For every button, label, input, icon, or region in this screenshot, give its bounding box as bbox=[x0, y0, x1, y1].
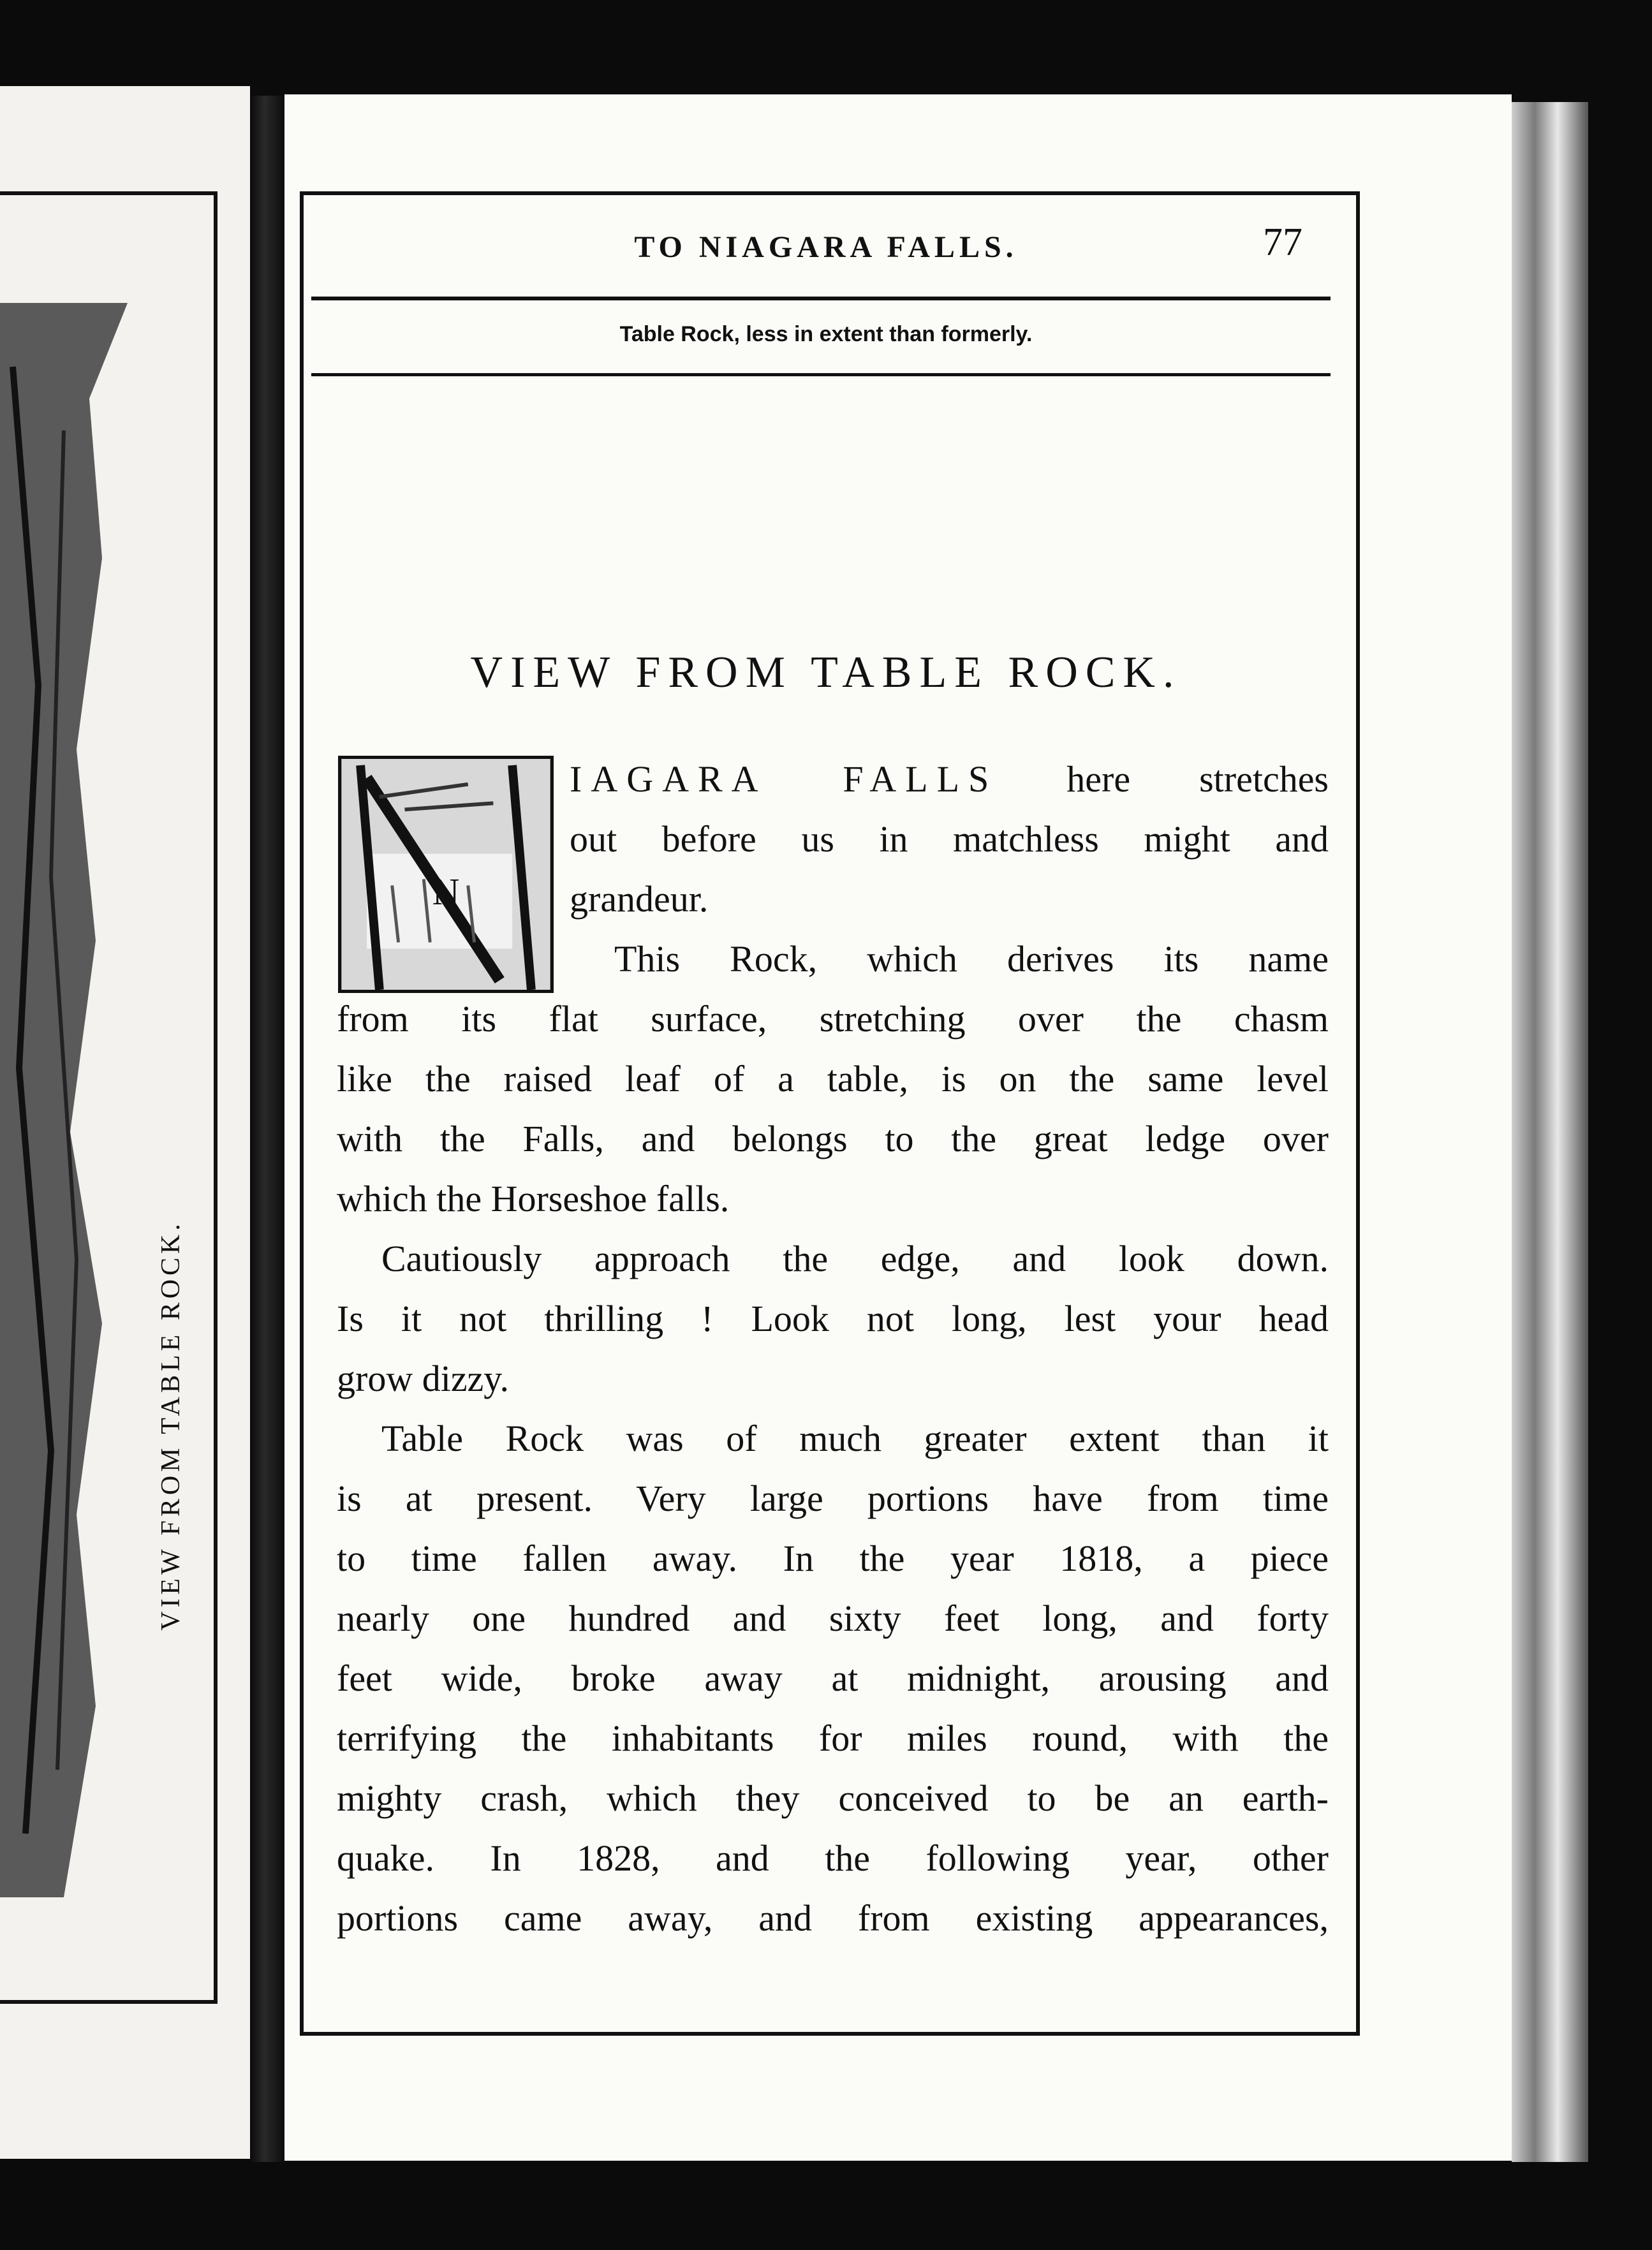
text-line: which the Horseshoe falls. bbox=[337, 1178, 730, 1219]
header-rule bbox=[311, 297, 1331, 300]
page-edges bbox=[1512, 102, 1588, 2162]
text-line: quake. In 1828, and the following year, other bbox=[337, 1837, 1329, 1879]
text-line: grow dizzy. bbox=[337, 1358, 510, 1399]
text-line: This Rock, which derives its name bbox=[614, 938, 1329, 980]
text-line: to time fallen away. In the year 1818, a piece bbox=[337, 1538, 1329, 1579]
text-line: is at present. Very large portions have from time bbox=[337, 1478, 1329, 1519]
text-line: Cautiously approach the edge, and look down. bbox=[381, 1238, 1329, 1279]
running-head: TO NIAGARA FALLS. bbox=[634, 230, 1018, 264]
text-line: with the Falls, and belongs to the great ledge over bbox=[337, 1118, 1329, 1159]
section-summary: Table Rock, less in extent than formerly. bbox=[619, 322, 1033, 346]
text-line: terrifying the inhabitants for miles round, with the bbox=[337, 1717, 1329, 1759]
text-line: out before us in matchless might and bbox=[570, 818, 1329, 860]
page-number: 77 bbox=[1263, 221, 1302, 264]
header-rule-lower bbox=[311, 373, 1331, 376]
plate-caption: VIEW FROM TABLE ROCK. bbox=[156, 1220, 186, 1631]
svg-text:N: N bbox=[432, 871, 460, 913]
text-line: mighty crash, which they conceived to be an earth- bbox=[337, 1777, 1329, 1819]
text-line: like the raised leaf of a table, is on the same level bbox=[337, 1058, 1329, 1099]
body-text bbox=[337, 749, 1329, 1948]
book-gutter bbox=[250, 96, 286, 2162]
text-line: IAGARA FALLS here stretches bbox=[570, 758, 1329, 800]
text-line: Is it not thrilling ! Look not long, lest your head bbox=[337, 1298, 1329, 1339]
text-line: nearly one hundred and sixty feet long, and forty bbox=[337, 1598, 1329, 1639]
facing-plate-page bbox=[0, 86, 250, 2159]
text-line: Table Rock was of much greater extent than it bbox=[381, 1418, 1329, 1459]
engraving-illustration bbox=[0, 303, 128, 1897]
chapter-title: VIEW FROM TABLE ROCK. bbox=[470, 648, 1182, 697]
opening-words: IAGARA FALLS bbox=[570, 758, 998, 800]
text-line: grandeur. bbox=[570, 878, 709, 920]
text-line: portions came away, and from existing appearances, bbox=[337, 1897, 1329, 1939]
text-line: feet wide, broke away at midnight, arousing and bbox=[337, 1658, 1329, 1699]
text-line: from its flat surface, stretching over the chasm bbox=[337, 998, 1329, 1040]
